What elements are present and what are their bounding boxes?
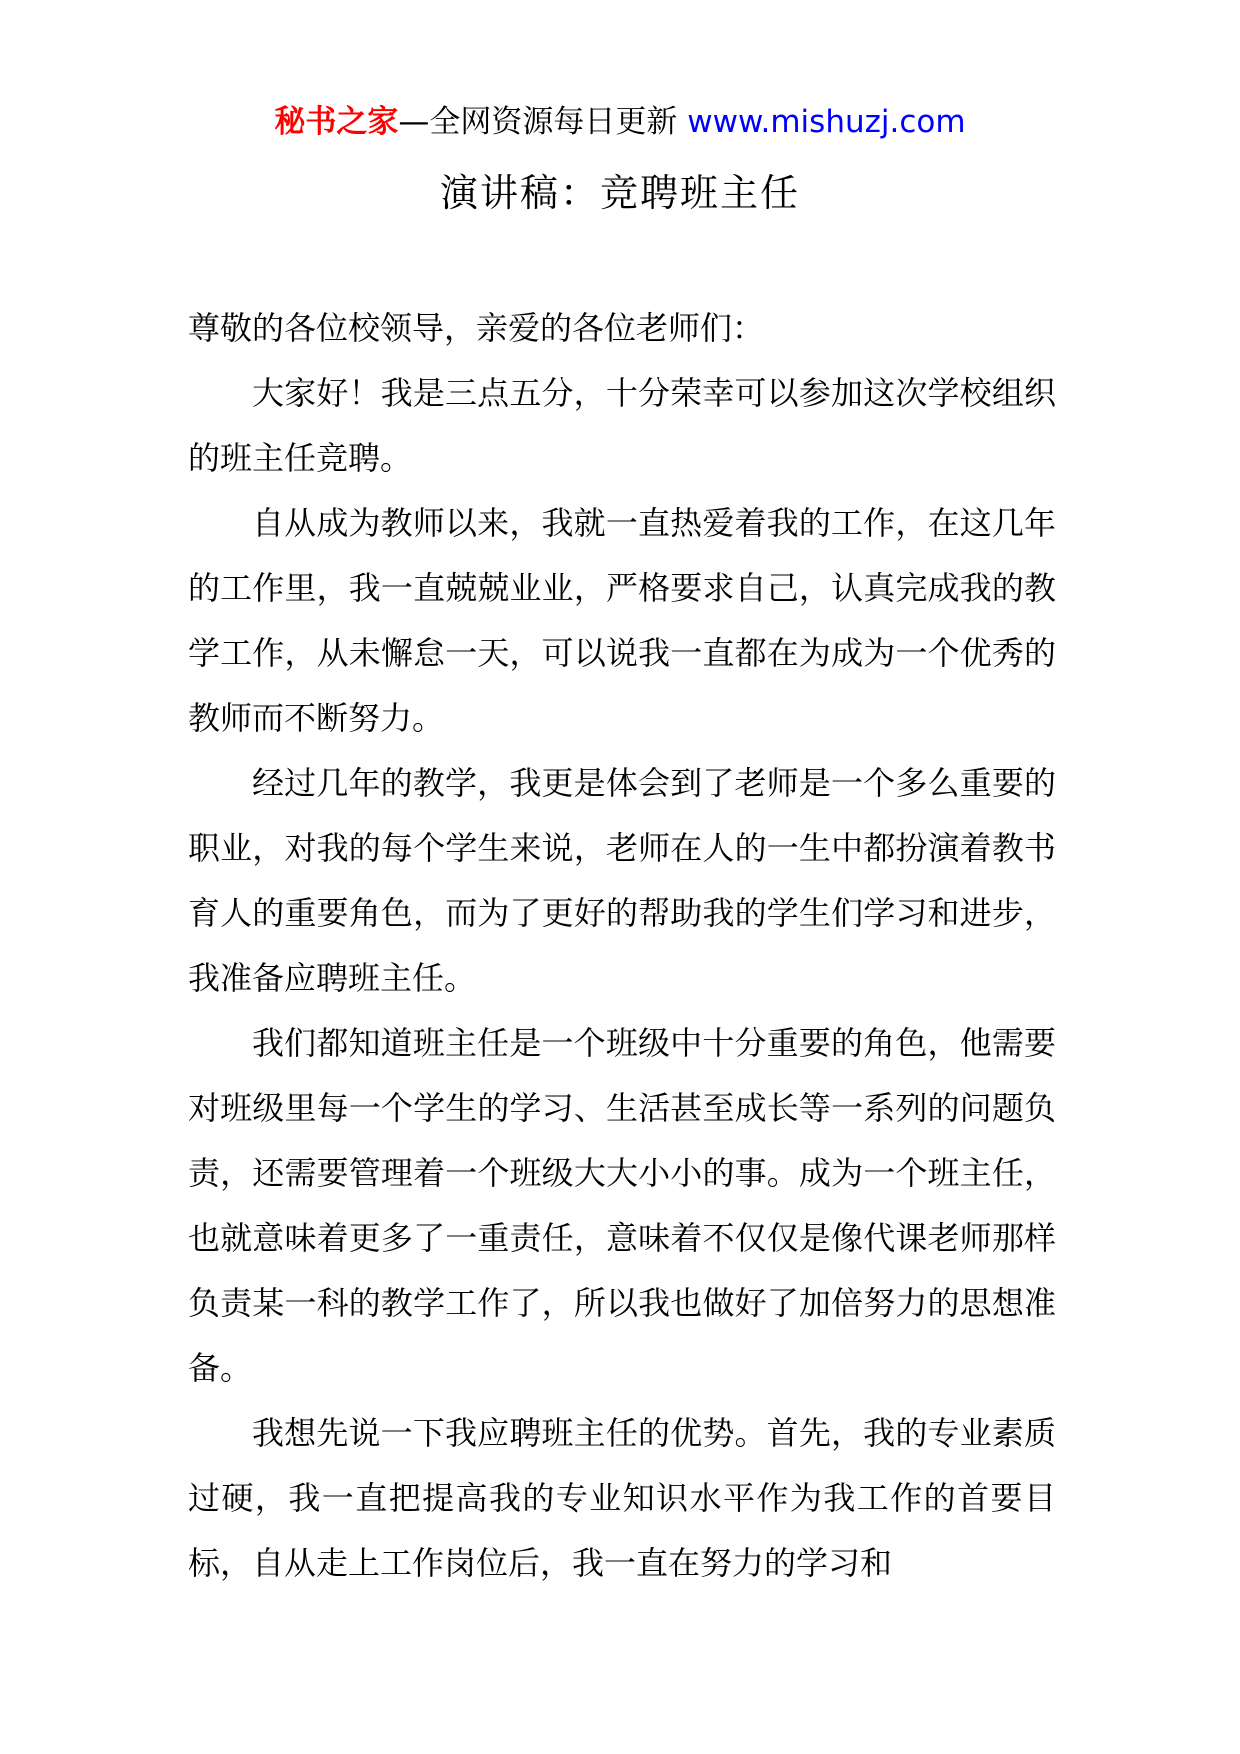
- paragraph-2: 自从成为教师以来，我就一直热爱着我的工作，在这几年的工作里，我一直兢兢业业，严格要求自己，认真完成我的教学工作，从未懈怠一天，可以说我一直都在为成为一个优秀的教师而不断努力。: [188, 504, 1056, 737]
- site-tagline: —全网资源每日更新: [398, 104, 678, 140]
- paragraph-4: 我们都知道班主任是一个班级中十分重要的角色，他需要对班级里每一个学生的学习、生活甚至成长等一系列的问题负责，还需要管理着一个班级大大小小的事。成为一个班主任，也就意味着更多了一重责任，意味着不仅仅是像代课老师那样负责某一科的教学工作了，所以我也做好了加倍努力的思想准备。: [188, 1024, 1056, 1387]
- salutation: 尊敬的各位校领导，亲爱的各位老师们：: [188, 309, 765, 347]
- site-header: [0, 100, 1240, 144]
- document-body: [188, 296, 1056, 1596]
- paragraph-1: 大家好！我是三点五分，十分荣幸可以参加这次学校组织的班主任竞聘。: [188, 374, 1056, 477]
- site-brand: 秘书之家: [274, 104, 399, 140]
- document-title: 演讲稿：竞聘班主任: [439, 171, 800, 215]
- paragraph-5: 我想先说一下我应聘班主任的优势。首先，我的专业素质过硬，我一直把提高我的专业知识水平作为我工作的首要目标，自从走上工作岗位后，我一直在努力的学习和: [188, 1414, 1056, 1582]
- paragraph-3: 经过几年的教学，我更是体会到了老师是一个多么重要的职业，对我的每个学生来说，老师在人的一生中都扮演着教书育人的重要角色，而为了更好的帮助我的学生们学习和进步，我准备应聘班主任。: [188, 764, 1056, 997]
- site-url-link[interactable]: www.mishuzj.com: [687, 104, 966, 140]
